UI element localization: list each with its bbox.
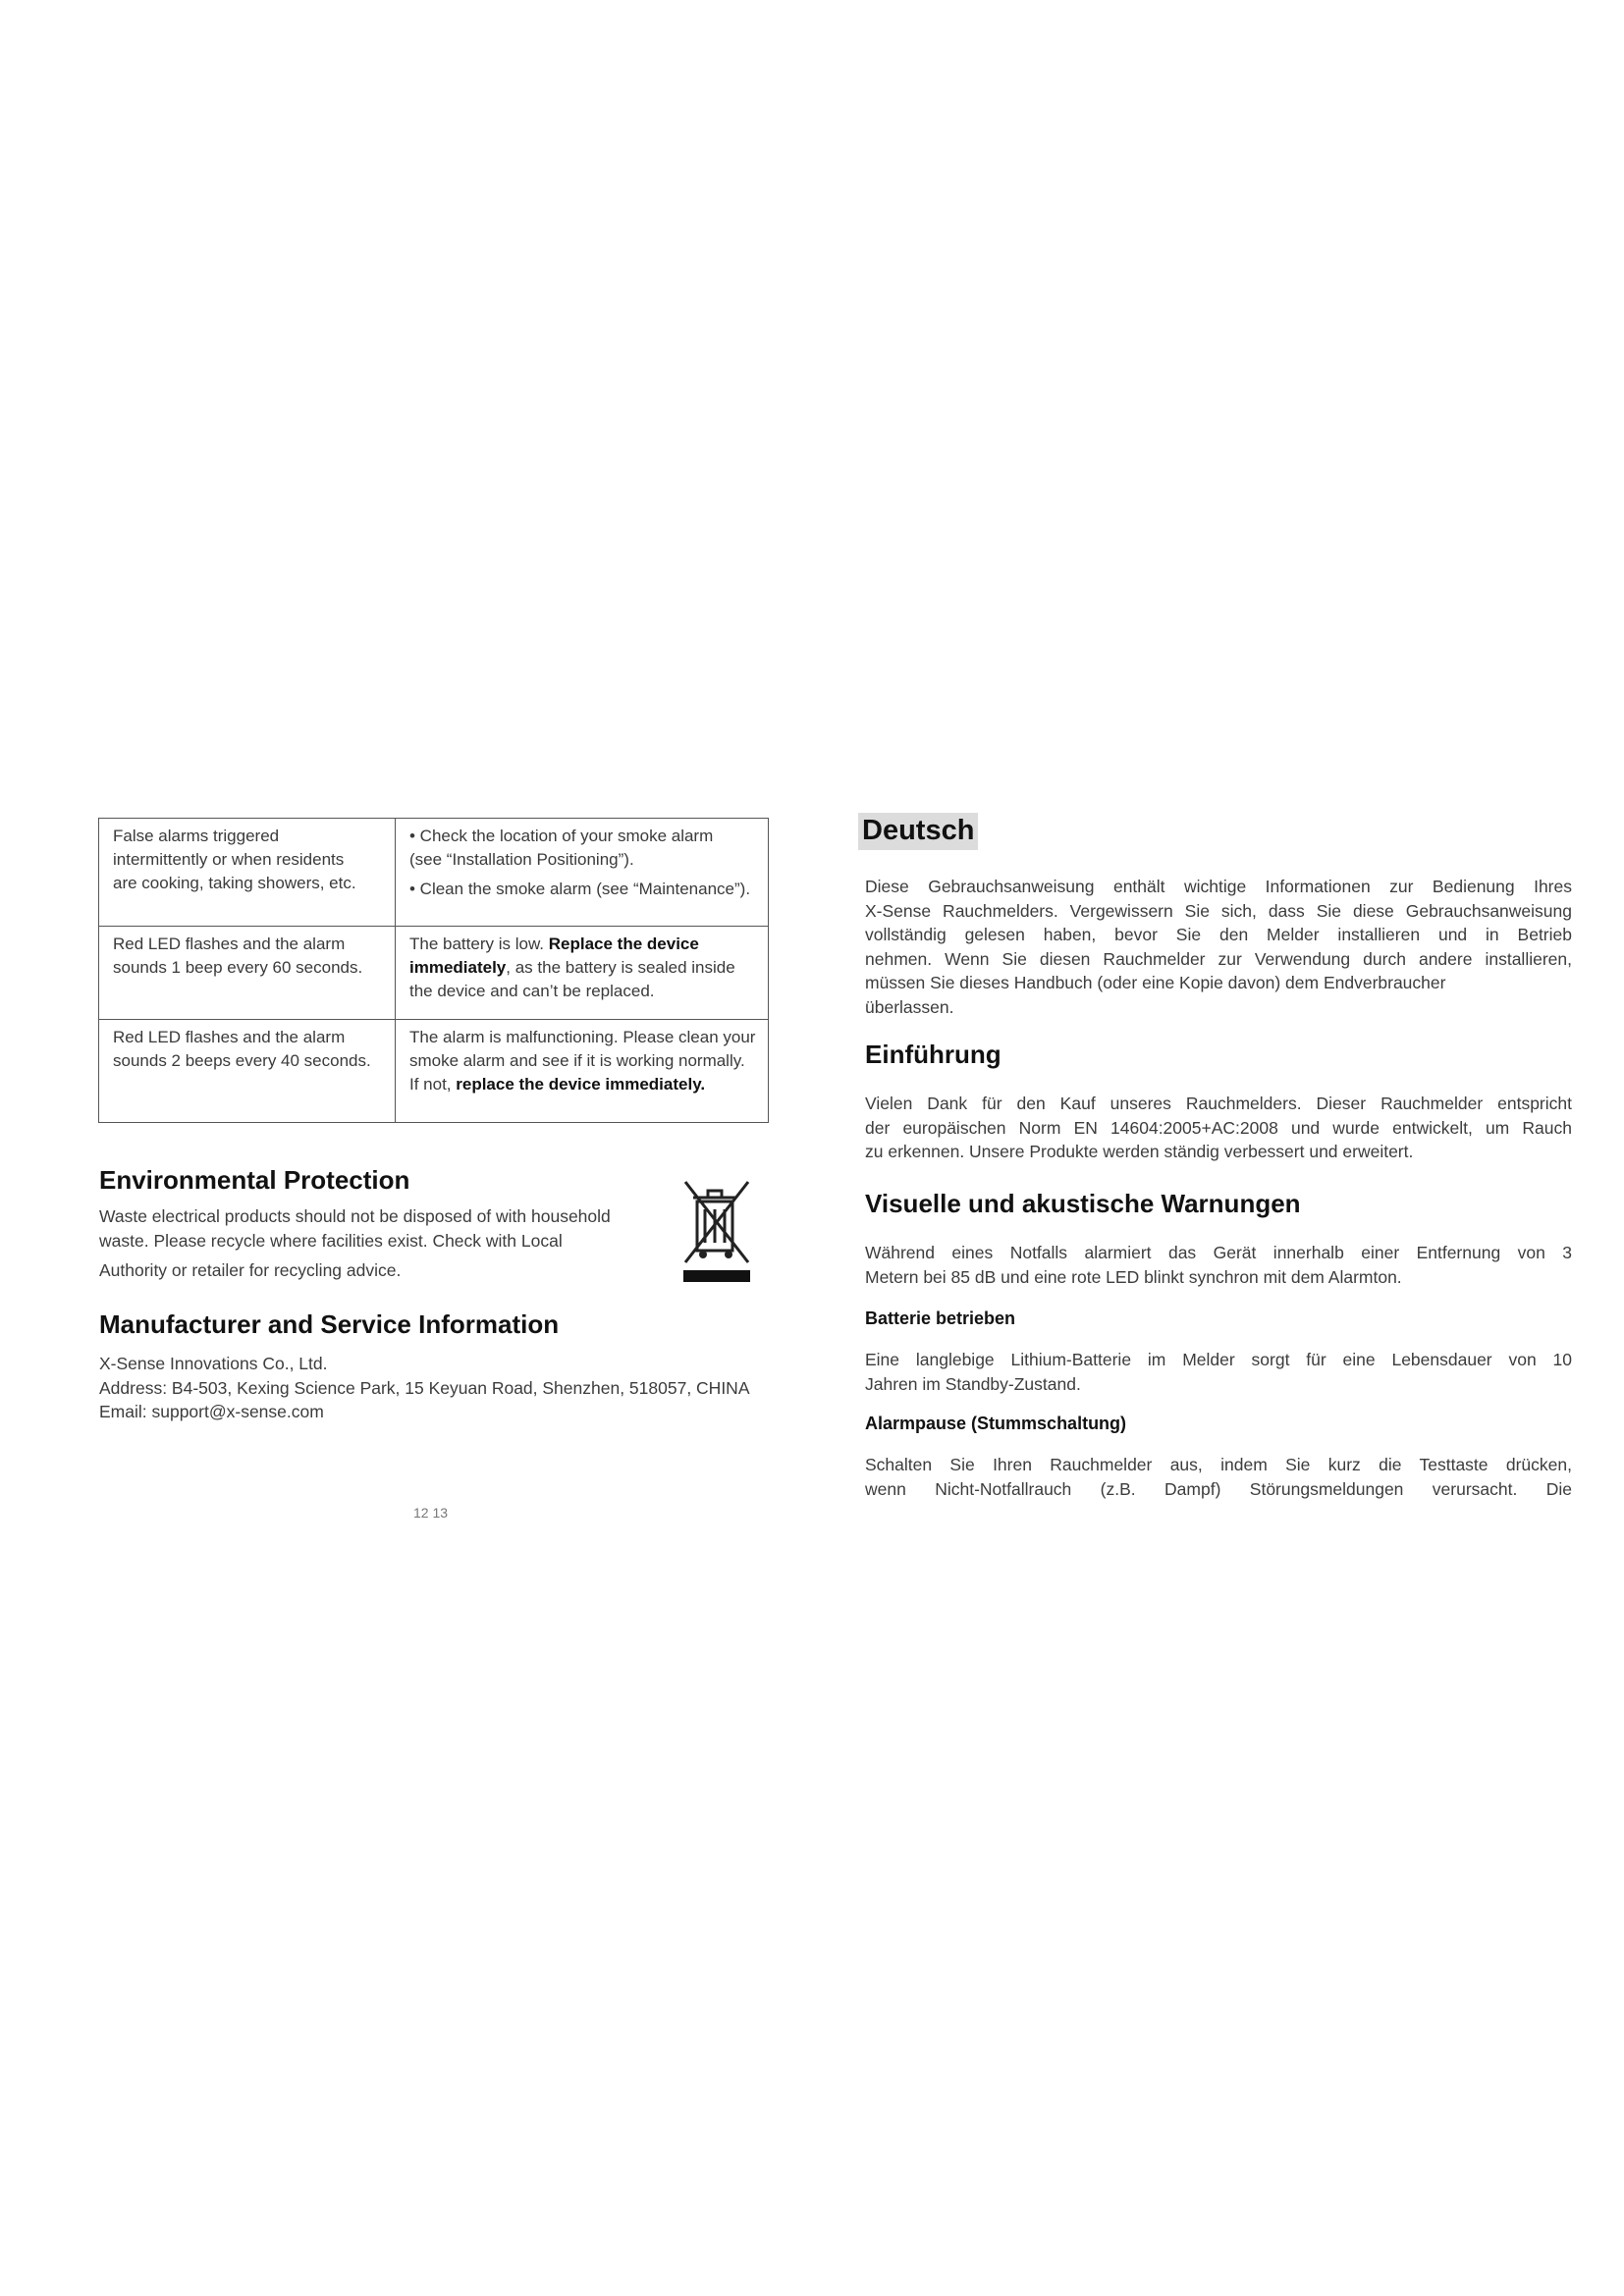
alarmpause-text [865,1453,1572,1501]
solution-emphasis: Replace the device [548,934,699,953]
solution-cell [396,819,769,927]
solution-line [409,933,764,956]
text-line: Schalten Sie Ihren Rauchmelder aus, indem Sie kurz die Testtaste drücken, [865,1455,1572,1474]
environmental-heading: Environmental Protection [99,1165,410,1195]
text-line: nehmen. Wenn Sie diesen Rauchmelder zur Verwendung durch andere installieren, [865,948,1572,969]
solution-cell [396,1020,769,1123]
table-row [99,1020,769,1123]
einfuehrung-text [865,1092,1572,1164]
solution-text: The battery is low. [409,934,545,953]
solution-cell [396,927,769,1020]
problem-text: False alarms triggered [113,827,280,845]
troubleshooting-table [98,818,769,1123]
text-line: Address: B4-503, Kexing Science Park, 15 Keyuan Road, Shenzhen, 518057, CHINA [99,1377,750,1398]
warnungen-text [865,1241,1572,1289]
problem-cell [99,927,396,1020]
solution-emphasis: replace the device immediately. [456,1075,706,1094]
text-line: wenn Nicht-Notfallrauch (z.B. Dampf) Störungsmeldungen verursacht. Die [865,1478,1572,1499]
solution-text: The alarm is malfunctioning. Please clean your [409,1028,756,1046]
intro-text [865,875,1572,1019]
environmental-text [99,1204,611,1283]
problem-text: Red LED flashes and the alarm [113,1028,346,1046]
solution-text: If not, [409,1075,457,1094]
warnungen-heading: Visuelle und akustische Warnungen [865,1189,1301,1218]
text-line: Metern bei 85 dB und eine rote LED blinkt synchron mit dem Alarmton. [865,1266,1402,1287]
text-line: überlassen. [865,996,954,1017]
solution-emphasis: immediately [409,958,507,977]
problem-cell [99,819,396,927]
text-line: zu erkennen. Unsere Produkte werden ständig verbessert und erweitert. [865,1142,1414,1161]
solution-text: • Check the location of your smoke alarm [409,827,714,845]
solution-line [409,956,764,980]
problem-text: sounds 2 beeps every 40 seconds. [113,1051,371,1070]
solution-line [409,1073,764,1096]
problem-text: intermittently or when residents [113,850,345,869]
manufacturer-text [99,1352,750,1424]
language-heading: Deutsch [858,813,978,850]
solution-text: , as the battery is sealed inside [506,958,735,977]
text-line: der europäischen Norm EN 14604:2005+AC:2008 und wurde entwickelt, um Rauch [865,1117,1572,1138]
text-line: Waste electrical products should not be disposed of with household [99,1206,611,1226]
table-row [99,819,769,927]
solution-text: the device and can’t be replaced. [409,982,655,1000]
solution-text: smoke alarm and see if it is working normally. [409,1051,745,1070]
text-line: Email: support@x-sense.com [99,1402,324,1421]
page-numbers: 12 13 [413,1505,449,1521]
text-line: X-Sense Innovations Co., Ltd. [99,1354,328,1373]
text-line: waste. Please recycle where facilities exist. Check with Local [99,1230,563,1251]
solution-text: (see “Installation Positioning”). [409,850,634,869]
text-line: Während eines Notfalls alarmiert das Gerät innerhalb einer Entfernung von 3 [865,1243,1572,1262]
batterie-heading: Batterie betrieben [865,1308,1016,1328]
text-line: vollständig gelesen haben, bevor Sie den Melder installieren und in Betrieb [865,925,1572,944]
problem-text: are cooking, taking showers, etc. [113,874,356,892]
manufacturer-heading: Manufacturer and Service Information [99,1309,560,1339]
einfuehrung-heading: Einführung [865,1040,1001,1069]
text-line: Diese Gebrauchsanweisung enthält wichtige Informationen zur Bedienung Ihres [865,877,1572,896]
right-page [812,0,1624,2296]
alarmpause-heading: Alarmpause (Stummschaltung) [865,1414,1127,1433]
problem-cell [99,1020,396,1123]
problem-text: Red LED flashes and the alarm [113,934,346,953]
text-line: Vielen Dank für den Kauf unseres Rauchmelders. Dieser Rauchmelder entspricht [865,1094,1572,1113]
problem-text: sounds 1 beep every 60 seconds. [113,958,363,977]
table-row [99,927,769,1020]
text-line: Eine langlebige Lithium-Batterie im Melder sorgt für eine Lebensdauer von 10 [865,1350,1572,1369]
text-line: X-Sense Rauchmelders. Vergewissern Sie sich, dass Sie diese Gebrauchsanweisung [865,900,1572,921]
crossed-out-wheelie-bin-icon [677,1176,756,1284]
text-line: müssen Sie dieses Handbuch (oder eine Kopie davon) dem Endverbraucher [865,973,1446,992]
solution-text: • Clean the smoke alarm (see “Maintenance”). [409,880,751,898]
text-line: Jahren im Standby-Zustand. [865,1373,1081,1394]
text-line: Authority or retailer for recycling advice. [99,1260,402,1280]
batterie-text [865,1348,1572,1396]
